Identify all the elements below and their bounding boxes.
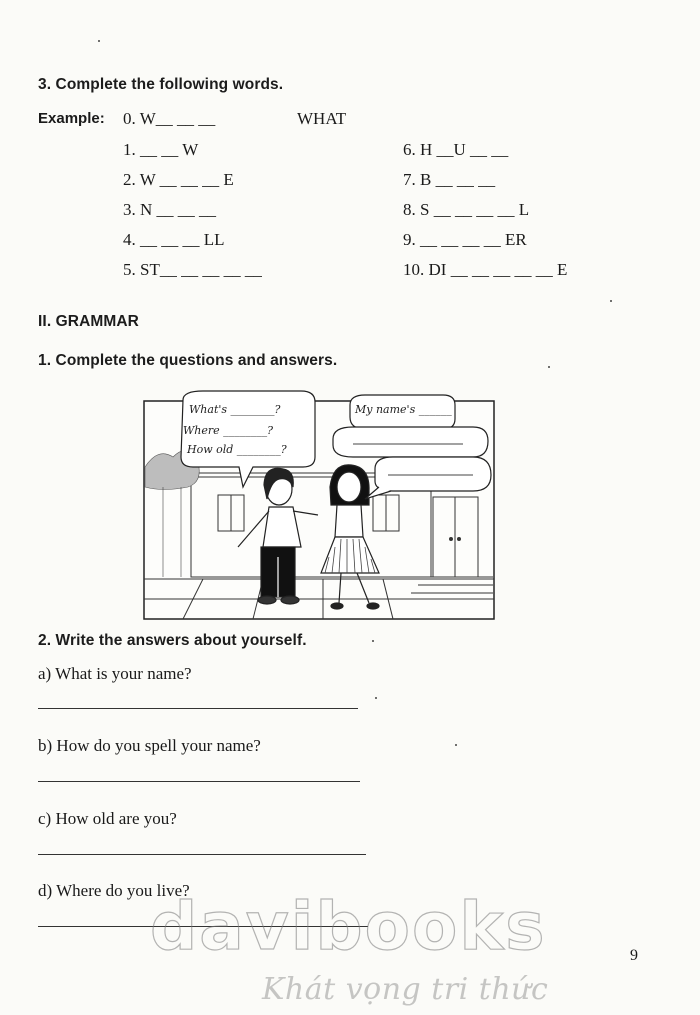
answer-line-b[interactable]: [38, 781, 360, 782]
watermark-brand: davibooks: [150, 888, 547, 965]
scan-speck: [610, 300, 612, 302]
bubble-boy-line-3: How old ________?: [187, 443, 287, 456]
word-item-6: 6. H __U __ __: [403, 140, 509, 159]
illustration: [143, 387, 495, 620]
question-b: b) How do you spell your name?: [38, 736, 261, 755]
question-a: a) What is your name?: [38, 664, 192, 683]
answer-line-a[interactable]: [38, 708, 358, 709]
word-item-5: 5. ST__ __ __ __ __: [123, 260, 262, 279]
scan-speck: [375, 697, 377, 699]
word-item-10: 10. DI __ __ __ __ __ E: [403, 260, 568, 279]
grammar-q2-title: 2. Write the answers about yourself.: [38, 632, 307, 649]
word-item-3: 3. N __ __ __: [123, 200, 217, 219]
word-item-8: 8. S __ __ __ __ L: [403, 200, 530, 219]
word-item-9: 9. __ __ __ __ ER: [403, 230, 527, 249]
section-title: 3. Complete the following words.: [38, 76, 284, 93]
scan-speck: [548, 366, 550, 368]
question-d: d) Where do you live?: [38, 881, 190, 900]
word-item-1: 1. __ __ W: [123, 140, 199, 159]
page-number: 9: [630, 947, 638, 964]
question-c: c) How old are you?: [38, 809, 177, 828]
grammar-heading: II. GRAMMAR: [38, 313, 139, 330]
scan-speck: [372, 640, 374, 642]
scan-speck: [455, 744, 457, 746]
answer-line-c[interactable]: [38, 854, 366, 855]
example-answer: WHAT: [297, 109, 347, 128]
scan-speck: [98, 40, 100, 42]
example-item: 0. W__ __ __: [123, 109, 216, 128]
bubble-girl-line: My name's ______: [355, 403, 452, 416]
word-item-4: 4. __ __ __ LL: [123, 230, 225, 249]
watermark-slogan: Khát vọng tri thức: [262, 972, 549, 1007]
example-label: Example:: [38, 110, 105, 127]
conversation-illustration: [143, 387, 495, 620]
word-item-2: 2. W __ __ __ E: [123, 170, 234, 189]
word-item-7: 7. B __ __ __: [403, 170, 496, 189]
bubble-boy-line-2: Where ________?: [183, 424, 274, 437]
bubble-boy-line-1: What's ________?: [189, 403, 281, 416]
grammar-q1-title: 1. Complete the questions and answers.: [38, 352, 338, 369]
